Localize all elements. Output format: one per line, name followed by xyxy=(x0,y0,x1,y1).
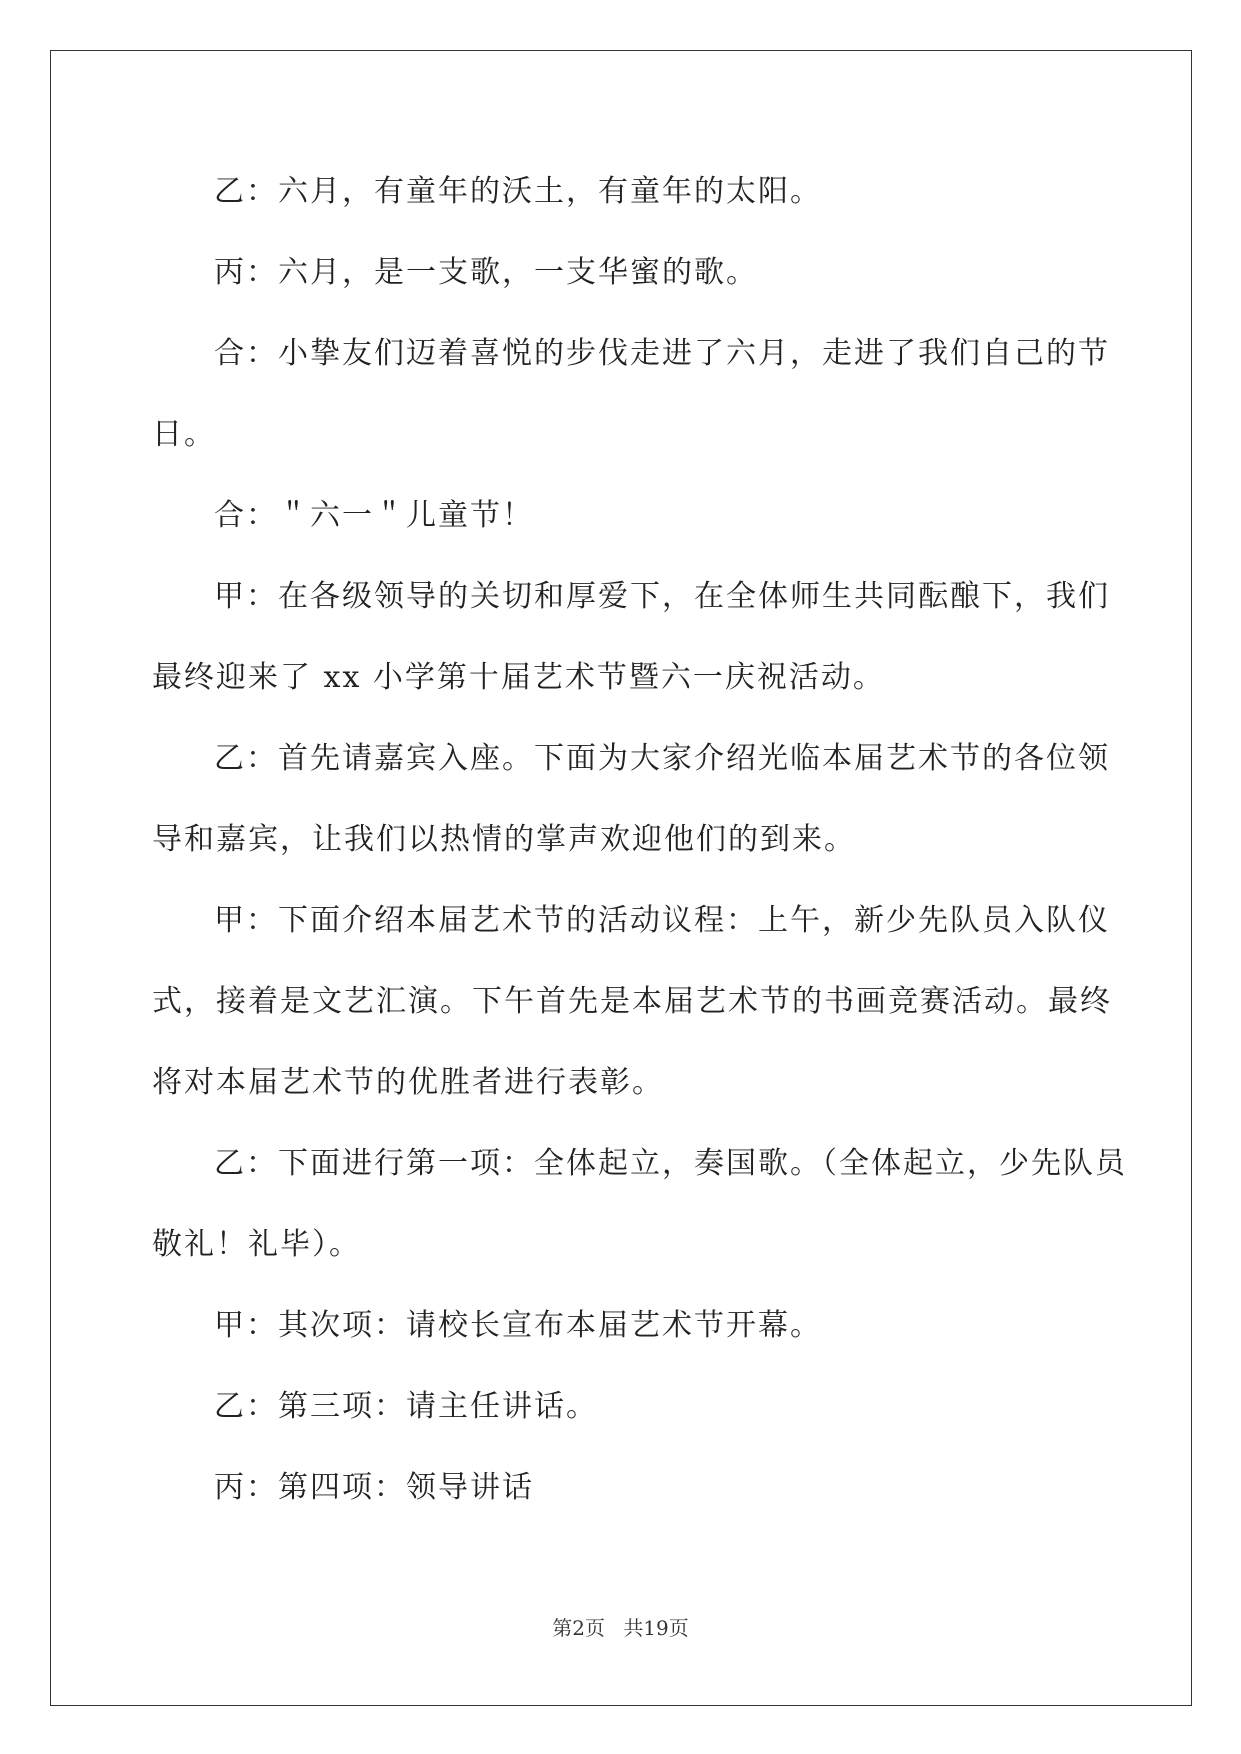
text-line: 敬礼！礼毕）。 xyxy=(152,1227,361,1262)
page-total: 共19页 xyxy=(623,1616,689,1640)
text-line: 导和嘉宾，让我们以热情的掌声欢迎他们的到来。 xyxy=(152,822,856,857)
text-line: 日。 xyxy=(152,417,216,452)
text-line: 最终迎来了 xx 小学第十届艺术节暨六一庆祝活动。 xyxy=(152,660,885,695)
text-line: 丙：六月，是一支歌，一支华蜜的歌。 xyxy=(214,255,758,290)
text-line: 乙：下面进行第一项：全体起立，奏国歌。（全体起立，少先队员 xyxy=(214,1146,1127,1181)
text-line: 乙：第三项：请主任讲话。 xyxy=(214,1389,598,1424)
text-line: 甲：其次项：请校长宣布本届艺术节开幕。 xyxy=(214,1308,822,1343)
page-footer xyxy=(0,1612,1241,1641)
page-number: 第2页 xyxy=(552,1616,605,1640)
text-line: 甲：在各级领导的关切和厚爱下，在全体师生共同酝酿下，我们 xyxy=(214,579,1110,614)
text-line: 乙：首先请嘉宾入座。下面为大家介绍光临本届艺术节的各位领 xyxy=(214,741,1110,776)
text-line: 丙：第四项：领导讲话 xyxy=(214,1470,534,1505)
text-line: 甲：下面介绍本届艺术节的活动议程：上午，新少先队员入队仪 xyxy=(214,903,1110,938)
text-line: 式，接着是文艺汇演。下午首先是本届艺术节的书画竞赛活动。最终 xyxy=(152,984,1112,1019)
text-line: 将对本届艺术节的优胜者进行表彰。 xyxy=(152,1065,664,1100)
text-line: 乙：六月，有童年的沃土，有童年的太阳。 xyxy=(214,174,822,209)
text-line: 合：＂六一＂儿童节！ xyxy=(214,498,534,533)
page-border xyxy=(50,50,1192,1706)
text-line: 合：小挚友们迈着喜悦的步伐走进了六月，走进了我们自己的节 xyxy=(214,336,1110,371)
